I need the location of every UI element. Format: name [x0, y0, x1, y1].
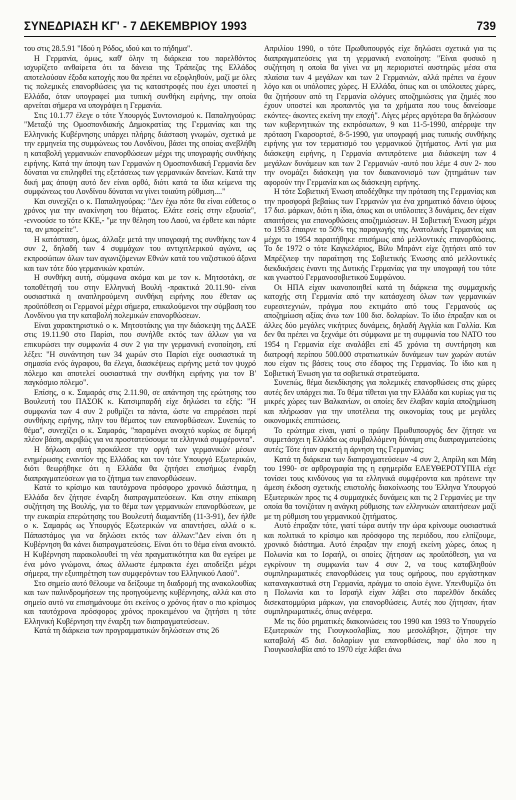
- page-number: 739: [476, 21, 496, 33]
- paragraph: Η Γερμανία, όμως, καθ' όλην τη διάρκεια του παρελθόντος ισχυρίζετο ανθαίρετα ότι τα δάνεια της Τράπεζας της Ελλάδος αποτελούσαν έξοδα κατοχής που θα πρέπει να εξοφληθούν, μαζί με όλες τις πολεμικές επανορθώσεις για τις καταστροφές που έχει υποστεί η Ελλάδα, όταν υπογραφεί μια τυπική συνθήκη ειρήνης, την οποία αρνείται σήμερα να υπογράψει η Γερμανία.: [24, 53, 256, 111]
- paragraph: Η συνθήκη αυτή, σύμφωνα ακόμα και με τον κ. Μητσοτάκη, σε τοποθέτησή του στην Ελληνική Βουλή -πρακτικά 20.11.90- είναι ουσιαστικά η αναπληρούμενη συνθήκη ειρήνης που έθεταν ως προϋπόθεση οι Γερμανοί μέχρι σήμερα, επικαλούμενοι την σύμβαση του Λονδίνου για την καταβολή πολεμικών επανορθώσεων.: [24, 273, 256, 321]
- header-rule: [24, 36, 496, 37]
- paragraph: Και συνεχίζει ο κ. Παπαληγούρας: "Δεν έχω πότε θα είναι εύθετος ο χρόνος για την ανακίνηση του θέματος. Ελάτε εσείς στην εξουσία", -εννοούσε το τότε ΚΚΕ,- "με την θέληση του Λαού, να έρθετε και πάρτε τα, αν μπορείτε".: [24, 196, 256, 235]
- paragraph: Με τις δύο ρηματικές διακοινώσεις του 1990 και 1993 το Υπουργείο Εξωτερικών της Γιουγκοσλαβίας, που μεσολάβησε, ζήτησε την καταβολή 45 δισ. δολαρίων για επανορθώσεις, παρ' όλο που η Γιουγκοσλαβία από το 1970 είχε λάβει άνω: [264, 616, 496, 655]
- paragraph: Επίσης, ο κ. Σαμαράς στις 2.11.90, σε απάντηση της ερώτησης του Βουλευτή του ΠΑΣΟΚ κ. Κατσιμπαρδή είχε δηλώσει τα εξής: "Η συμφωνία των 4 συν 2 ρυθμίζει τα πάντα, ώστε να επιρρέασει περί συνθήκης ειρήνης, πλην του θέματος των επανορθώσεων. Συνεπώς το θέμα", συνεχίζει ο κ. Σαμαράς, "παραμένει ανοιχτό κυρίως σε διμερή πλέον βάση, ακριβώς για να προστατεύσουμε τα ελληνικά συμφέροντα".: [24, 387, 256, 445]
- paragraph: Η δήλωση αυτή προκάλεσε την οργή των γερμανικών μέσων ενημέρωσης εναντίον της Ελλάδας και τον τότε Υπουργό Εξωτερικών, διότι θεωρήθηκε ότι η Ελλάδα θα ζητήσει επισήμως έναρξη διαπραγματεύσεων για το ζήτημα των επανορθώσεων.: [24, 444, 256, 483]
- paragraph: Απριλίου 1990, ο τότε Πρωθυπουργός είχε δηλώσει σχετικά για τις διαπραγματεύσεις για τη γερμανική ενοποίηση: "Είναι φυσικό η συζήτηση η οποία θα γίνει να μη περιοριστεί αυστηρώς μέσα στα πλαίσια των 4 μεγάλων και των 2 Γερμανιών, αλλά πρέπει να έχουν λόγο και οι υπόλοιπες χώρες. Η Ελλάδα, όπως και οι υπόλοιπες χώρες, θα ζητήσουν από τη Γερμανία ολόγυες αποζημιώσεις για ζημιές που έχουν υποστεί και προπαντός για τα χρήματα που τους δανείσαμε εκόντες- άκοντες εκείνη την εποχή". Λίγες μέρες αργότερα θα δηλώσουν των κυβερνητικών της εκπρόσωπων, 9 και 11-5-1990, απέρριψε την πρόταση Γκαρσορτσέ, 8-5-1990, για υπογραφή μιας τυπικής συνθήκης ειρήνης για τον τερματισμό του γερμανικού ζητήματος. Αντί για μια διάσκεψη ειρήνης, η Γερμανία αντιπρότεινε μια διάσκεψη των 4 μεγάλων δυνάμεων και των 2 Γερμανιών -αυτό που λέμε 4 συν 2- που την ονομάζει διάσκεψη για τον διακανονισμό των ζητημάτων των αφορούν την Γερμανία και ως διάσκεψη ειρήνης.: [264, 44, 496, 187]
- paragraph: Συνεπώς, θέμα διεκδίκησης για πολεμικές επανορθώσεις στις χώρες αυτές δεν υπάρχει πια. Το θέμα τίθεται για την Ελλάδα και κυρίως για τις μικρές χώρες των Βαλκανίων, οι οποίες δεν έλαβαν καμία αποζημίωση και πλήρωσαν για την υποτέλεια της οικονομίας τους με μεγάλες οικονομικές επιπτώσεις.: [264, 378, 496, 426]
- paragraph: Κατά τη διάρκεια των προγραμματικών δηλώσεων στις 26: [34, 626, 220, 636]
- text-columns: [24, 44, 496, 790]
- paragraph: Κατά το κρίσιμο και ταυτόχρονα πρόσφορο χρονικό διάστημα, η Ελλάδα δεν ζήτησε έναρξη διαπραγματεύσεων. Και στην επίκαιρη συζήτηση της Βουλής, για το θέμα των γερμανικών επανορθώσεων, με την ευκαιρία επερώτησης του Βουλευτή διαμαντίδη (11-3-91), δεν ήλθε ο κ. Σαμαράς ως Υπουργός Εξωτερικών να απαντήσει, αλλά ο κ. Πάπαστάμος για να δηλώσει εκτός των άλλων:"Δεν είναι ότι η Κυβέρνηση θα κάνει διαπραγματεύσεις. Είναι ότι το θέμα είναι ανοικτό. Η Κυβέρνηση παρακολουθεί τη νέα πραγματικότητα και θα εγείρει με ένα μόνο γνώμονα, όπως άλλωστε έμπρακτα έχει αποδείξει μέχρι σήμερα, την εξυπηρέτηση των συμφερόντων του Ελληνικού Λαού".: [24, 483, 256, 579]
- header-title: ΣΥΝΕΔΡΙΑΣΗ ΚΓ' - 7 ΔΕΚΕΜΒΡΙΟΥ 1993: [24, 21, 247, 33]
- right-column: [264, 44, 496, 790]
- paragraph: Στις 10.1.77 έλεγε ο τότε Υπουργός Συντονισμού κ. Παπαληγούρας: "Μεταξύ της Ομοσπονδιακής Δημοκρατίας της Γερμανίας και της Ελληνικής Κυβέρνησης υπάρχει πλήρης διάσταση γνωμών, σχετικά με την ερμηνεία της συμφώνεως του Λονδίνου, βάσει της οποίας ανεβλήθη η καταβολή γερμανικών επανορθώσεων μέχρι της υπογραφής συνθήκης ειρήνης. Κατά την άποψη των Γερμανών η Ομοσπονδιακή Γερμανία δεν δύναται να επιληφθεί της εξετάσεως των γερμανικών δανείων. Κατά την δική μας άποψη αυτό δεν είναι ορθό, διότι κατά τα ίδια κείμενα της συμφώνεως του Λονδίνου δύναται να γίνει τοιαύτη ρύθμιση....": [24, 110, 256, 197]
- left-column: [24, 44, 256, 790]
- paragraph: του στις 28.5.91 "Ιδού η Ρόδος, ιδού και το πήδημα".: [24, 44, 193, 53]
- paragraph: Στο σημείο αυτό θέλουμε να δείξουμε τη διαδρομή της ανακολουθίας και των παλινδρομήσεων της προηγούμενης κυβέρνησης, αλλά και στο σημείο αυτό να επισημάνουμε ότι εκείνος ο χρόνος ήταν ο πιο κρίσιμος και ταυτόχρονα πρόσφορος χρόνος προκειμένου να ζητήσει η τότε Ελληνική Κυβέρνηση την έναρξη των διαπραγματεύσεων.: [24, 578, 256, 626]
- paragraph: Αυτό έπραξαν τότε, γιατί τώρα αυτήν την ώρα κρίνουμε ουσιαστικά και πολιτικά το κρίσιμο και πρόσφορο της περιόδου, που ελπίζουμε, χρονικό διάστημα. Αυτό έπραξαν την εποχή εκείνη χώρες, όπως η Πολωνία και το Ισραήλ, οι οποίες ζήτησαν ως προϋπόθεση, για να εγκρίνουν τη συμφωνία των 4 συν 2, να τους καταβληθούν συμπληρωματικές επανορθώσεις για τους ομήρους, που εργάστηκαν καταναγκαστικά στη Γερμανία, πράγμα το οποίο έγινε. Υπενθυμίζω ότι η Πολωνία και το Ισραήλ είχαν λάβει στο παρελθόν δεκάδες δισεκατομμύρια μάρκων, για επανορθώσεις. Αυτές που ζήτησαν, ήταν συμπληρωματικές, όπως ανέφερα.: [264, 521, 496, 617]
- paragraph: Κατά τη διάρκεια των διαπραγματεύσεων -4 συν 2, Απρίλη και Μάη του 1990- σε αρθρογραφία της η εφημερίδα ΕΛΕΥΘΕΡΟΤΥΠΙΑ είχε τονίσει τους κινδύνους για τα ελληνικά συμφέροντα και πρότεινε την άμεση έκδοση σχετικής επιστολής διακοίνωσης του Έλληνα Υπουργού Εξωτερικών προς τις 4 συμμαχικές δυνάμεις και τις 2 Γερμανίες με την οποία θα τονιζόταν η ανάγκη ρύθμισης των ελληνικών απαιτήσεων μαζί με τη ρύθμιση του γερμανικού ζητήματος.: [264, 454, 496, 521]
- paragraph: Η τότε Σοβιετική Ένωση αποδέχθηκε την πρόταση της Γερμανίας και την προσφορά βεβαίως των Γερμανών για ένα χρηματικό δάνειο ύψους 17 δισ. μάρκων, διότι η ίδια, όπως και οι υπόλοιπες 3 δυνάμεις, δεν είχαν απαιτήσεις για επανορθώσεις αποζημιώσεων. Η Σοβιετική Ένωση μέχρι το 1953 έπαιρνε το 50% της παραγωγής της Ανατολικής Γερμανίας και μέχρι το 1954 παραιτήθηκε επισήμως από μελλοντικές επανορθώσεις. Το δε 1972 ο τότε Καγκελάριος, Βίλυ Μπράντ είχε ζητήσει από τον Μπρέζνιεφ την παραίτηση της Σοβιετικής Ένωσης από μελλοντικές διεκδικήσεις έναντι της Δυτικής Γερμανίας για την υπογραφή του τότε και γνωστού Γερμανοσοβιετικού Συμφώνου.: [264, 187, 496, 283]
- paragraph: Η κατάσταση, όμως, άλλαξε μετά την υπογραφή της συνθήκης των 4 συν 2, δηλαδή των 4 συμμάχων του αντιχιτλερικού αγώνα, ως εκπροσώπων όλων των αγωνιζόμενων Εθνών κατά του ναζιστικού άξονα και των τότε δύο γερμανικών κρατών.: [24, 234, 256, 273]
- paragraph: Οι ΗΠΑ είχαν ικανοποιηθεί κατά τη διάρκεια της συμμαχικής κατοχής στη Γερμανία από την κατάσχεση όλων των γερμανικών ευρεσιτεχνιών, πράγμα που εκτιμάτο από τους Γερμανούς ως αποζημίωση αξίας άνω των 100 δισ. δολαρίων. Το ίδιο έπραξαν και οι άλλες δύο μεγάλες νικήτριες δυνάμεις, δηλαδή Αγγλία και Γαλλία. Και δεν θα πρέπει να ξεχνάμε ότι σύμφωνα με τη συμφωνία του ΝΑΤΟ του 1954 η Γερμανία είχε αναλάβει επί 45 χρόνια τη συντήρηση και διατροφή περίπου 500.000 στρατιωτικών δυνάμεων των χωρών αυτών που είχαν τις βάσεις τους στο έδαφος της Γερμανίας. Το ίδιο και η Σοβιετική Ένωση για τα σοβιετικά στρατεύματα.: [264, 282, 496, 378]
- paragraph: Το ερώτημα είναι, γιατί ο πρώην Πρωθυπουργός δεν ζήτησε να συμμετάσχει η Ελλάδα ως συμβαλλόμενη δύναμη στις διαπραγματεύσεις αυτές; Τότε ήταν αρκετή η άρνηση της Γερμανίας;: [264, 425, 496, 454]
- running-header: [24, 15, 496, 33]
- paragraph: Είναι χαρακτηριστικό ο κ. Μητσοτάκης για την διάσκεψη της ΔΑΣΕ στις 19.11.90 στο Παρίσι, που συνήλθε εκτός των άλλων για να επικυρώσει την συμφωνία 4 συν 2 για την γερμανική ενοποίηση, επί λέξει: "Η συνάντηση των 34 χωρών στο Παρίσι είχε ουσιαστικά τη σημασία ενός άγραφου, θα έλεγα, διασκέψεως ειρήνης μετά τον ψυχρό πόλεμο και αποτελεί ουσιαστικά την συνθήκη ειρήνης για τον Β' παγκόσμιο πόλεμο".: [24, 320, 256, 388]
